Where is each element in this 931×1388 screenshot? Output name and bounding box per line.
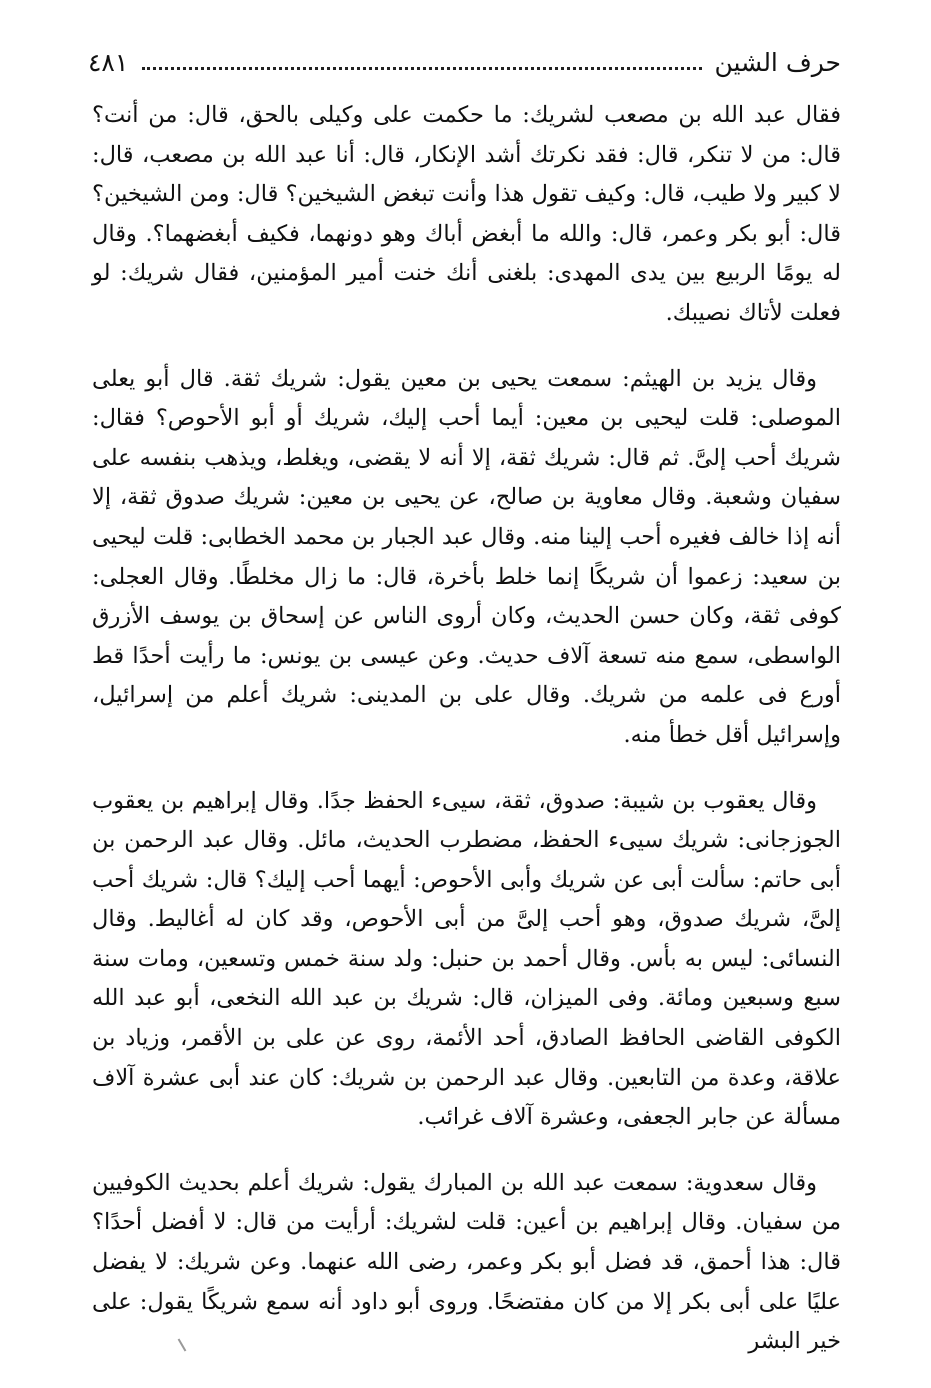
paragraph-1: فقال عبد الله بن مصعب لشريك: ما حكمت على وكيلى بالحق، قال: من أنت؟ قال: من لا تنكر، قال: فقد نكرتك أشد الإنكار، قال: أنا عبد الله بن مصعب، قال: لا كبير ولا طيب، قال: وكيف تقول هذا وأنت تبغض الشيخين؟ قال: ومن الشيخين؟ قال: أبو بكر وعمر، قال: والله ما أبغض أباك وهو دونهما، فكيف أبغضهما؟. وقال له يومًا الربيع بين يدى المهدى: بلغنى أنك خنت أمير المؤمنين، فقال شريك: لو فعلت لأتاك نصيبك. bbox=[92, 102, 841, 326]
paragraph-3: وقال يعقوب بن شيبة: صدوق، ثقة، سيىء الحفظ جدًا. وقال إبراهيم بن يعقوب الجوزجانى: شريك سيىء الحفظ، مضطرب الحديث، مائل. وقال عبد الرحمن بن أبى حاتم: سألت أبى عن شريك وأبى الأحوص: أيهما أحب إليك؟ قال: شريك أحب إلىَّ، شريك صدوق، وهو أحب إلىَّ من أبى الأحوص، وقد كان له أغاليط. وقال النسائى: ليس به بأس. وقال أحمد بن حنبل: ولد سنة خمس وتسعين، ومات سنة سبع وسبعين ومائة. وفى الميزان، قال: شريك بن عبد الله النخعى، أبو عبد الله الكوفى القاضى الحافظ الصادق، أحد الأئمة، روى عن على بن الأقمر، وزياد بن علاقة، وعدة من التابعين. وقال عبد الرحمن بن شريك: كان عند أبى عشرة آلاف مسألة عن جابر الجعفى، وعشرة آلاف غرائب. bbox=[92, 787, 841, 1131]
page-header bbox=[88, 40, 841, 84]
chapter-title: حرف الشين bbox=[714, 47, 841, 77]
dotted-leader bbox=[142, 67, 702, 70]
page-number: ٤٨١ bbox=[88, 47, 129, 77]
page-body bbox=[92, 96, 841, 1388]
paragraph-4: وقال سعدوية: سمعت عبد الله بن المبارك يقول: شريك أعلم بحديث الكوفيين من سفيان. وقال إبراهيم بن أعين: قلت لشريك: أرأيت من قال: لا أفضل أحدًا؟ قال: هذا أحمق، قد فضل أبو بكر وعمر، رضى الله عنهما. وعن شريك: لا يفضل عليًا على أبى بكر إلا من كان مفتضحًا. وروى أبو داود أنه سمع شريكًا يقول: على خير البشر bbox=[92, 1169, 841, 1355]
paragraph-2: وقال يزيد بن الهيثم: سمعت يحيى بن معين يقول: شريك ثقة. قال أبو يعلى الموصلى: قلت ليحيى بن معين: أيما أحب إليك، شريك أو أبو الأحوص؟ فقال: شريك أحب إلىَّ. ثم قال: شريك ثقة، إلا أنه لا يقضى، ويغلط، ويذهب بنفسه على سفيان وشعبة. وقال معاوية بن صالح، عن يحيى بن معين: شريك صدوق ثقة، إلا أنه إذا خالف فغيره أحب إلينا منه. وقال عبد الجبار بن محمد الخطابى: قلت ليحيى بن سعيد: زعموا أن شريكًا إنما خلط بأخرة، قال: ما زال مخلطًا. وقال العجلى: كوفى ثقة، وكان حسن الحديث، وكان أروى الناس عن إسحاق بن يوسف الأزرق الواسطى، سمع منه تسعة آلاف حديث. وعن عيسى بن يونس: ما رأيت أحدًا قط أورع فى علمه من شريك. وقال على بن المدينى: شريك أعلم من إسرائيل، وإسرائيل أقل خطأ منه. bbox=[92, 365, 841, 748]
